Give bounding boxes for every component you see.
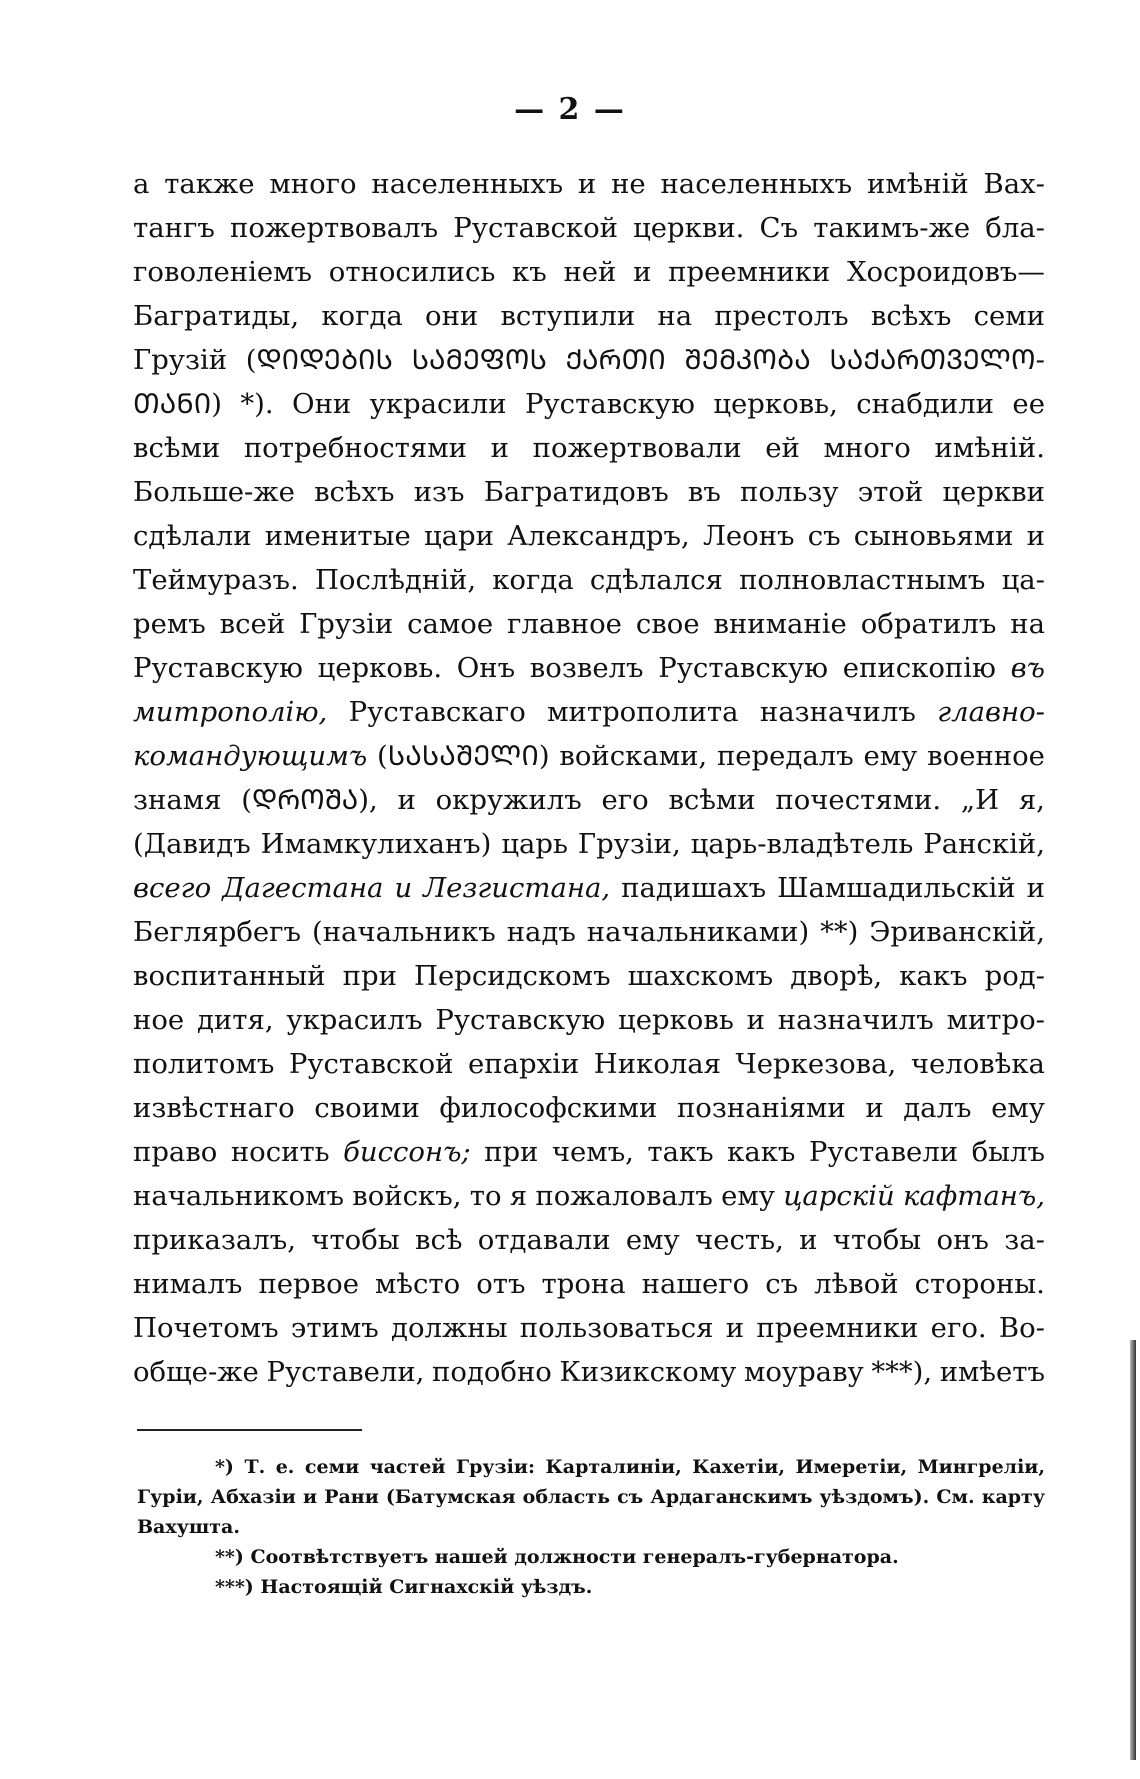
text-line [133, 778, 1045, 822]
word: пользу [740, 476, 839, 508]
word: Руставскую [658, 652, 829, 684]
word: командующимъ [133, 740, 368, 772]
word: главно- [937, 696, 1045, 728]
word: бла- [985, 212, 1045, 244]
word: они [425, 300, 479, 332]
word: падишахъ [621, 872, 767, 904]
word: обще-же [133, 1356, 259, 1388]
word: свое [635, 608, 700, 640]
word: тангъ [133, 212, 215, 244]
word: снабдили [856, 388, 994, 420]
word: шахскомъ [627, 960, 774, 992]
word: ему [721, 1180, 775, 1212]
word: почестями. [775, 784, 942, 816]
word: (ᲡᲐᲡᲐᲨᲔᲚᲘ) [377, 740, 550, 772]
word: Лезгистана, [423, 872, 611, 904]
word: и [490, 432, 509, 464]
word: полновластнымъ [739, 564, 986, 596]
word: сдѣлали [133, 520, 252, 552]
text-line [133, 822, 1045, 866]
word: вступили [500, 300, 636, 332]
word: назначилъ [759, 696, 916, 728]
word: Хосроидовъ— [846, 256, 1045, 288]
word: ᲡᲐᲛᲔᲤᲝᲡ [411, 344, 547, 376]
word: епархіи [468, 1048, 580, 1080]
word: семи [973, 300, 1045, 332]
word: ее [1012, 388, 1045, 420]
word: дитя, [197, 1004, 274, 1036]
text-line [133, 954, 1045, 998]
word: отдавали [477, 1224, 611, 1256]
word: когда [492, 564, 574, 596]
word: первое [258, 1268, 359, 1300]
text-line [133, 426, 1045, 470]
word: Почетомъ [133, 1312, 279, 1344]
word: этимъ [290, 1312, 379, 1344]
word: церковь [618, 1004, 734, 1036]
word: преемники [668, 256, 831, 288]
word: философскими [439, 1092, 658, 1124]
word: на [1010, 608, 1045, 640]
word: преемники [756, 1312, 919, 1344]
word: всѣхъ [314, 476, 395, 508]
word: ное [133, 1004, 185, 1036]
word: ему [991, 1092, 1045, 1124]
word: всего [133, 872, 212, 904]
word: Персидскомъ [414, 960, 611, 992]
word: ᲥᲐᲠᲗᲘ [565, 344, 666, 376]
word: возвелъ [529, 652, 644, 684]
word: Николая [593, 1048, 722, 1080]
word: (начальникъ [311, 916, 496, 948]
word: лѣвой [814, 1268, 899, 1300]
word: право [133, 1136, 218, 1168]
word: при [342, 960, 397, 992]
text-line [133, 998, 1045, 1042]
word: человѣка [910, 1048, 1045, 1080]
word: Грузій [133, 344, 228, 376]
footnote-3: ***) Настоящій Сигнахскій уѣздъ. [215, 1576, 593, 1598]
word: сыновьями [853, 520, 1014, 552]
word: род- [984, 960, 1045, 992]
word: и [577, 168, 597, 200]
word: всей [219, 608, 286, 640]
text-line [133, 1042, 1045, 1086]
text-line [133, 470, 1045, 514]
word: самое [407, 608, 494, 640]
word: именитые [264, 520, 411, 552]
word: а [133, 168, 150, 200]
word: его. [930, 1312, 987, 1344]
word: воспитанный [133, 960, 326, 992]
word: съ [807, 520, 841, 552]
word: въ [687, 476, 721, 508]
word: ему [625, 1224, 680, 1256]
word: Шамшадильскій [777, 872, 1016, 904]
word: сдѣлался [589, 564, 723, 596]
word: въ [1010, 652, 1045, 684]
word: какъ [899, 960, 968, 992]
footnote-2: **) Соотвѣтствуетъ нашей должности генералъ-губернатора. [215, 1546, 899, 1568]
word: всѣхъ [870, 300, 952, 332]
word: назначилъ [777, 1004, 934, 1036]
word: обратилъ [860, 608, 997, 640]
word: „И [960, 784, 1000, 816]
word: вниманіе [713, 608, 847, 640]
word: начальникомъ [133, 1180, 345, 1212]
word: трона [541, 1268, 626, 1300]
word: цари [423, 520, 494, 552]
word: приказалъ, [133, 1224, 296, 1256]
word: и [1026, 872, 1045, 904]
word: Ранскій, [923, 828, 1045, 860]
word: митрополита [547, 696, 739, 728]
word: **) [820, 916, 859, 948]
word: церковь. [317, 652, 443, 684]
text-line [133, 910, 1045, 954]
word: изъ [413, 476, 465, 508]
word: войскъ, [352, 1180, 462, 1212]
word: ***), [871, 1356, 933, 1388]
text-line [133, 558, 1045, 602]
word: при [484, 1136, 539, 1168]
word: Послѣдній, [314, 564, 477, 596]
page-edge-shadow [1130, 1340, 1136, 1760]
word: чтобы [311, 1224, 400, 1256]
word: съ [765, 1268, 799, 1300]
word: Грузіи, [577, 828, 681, 860]
word: то [469, 1180, 502, 1212]
word: дворѣ, [790, 960, 883, 992]
word: не [611, 168, 646, 200]
word: (Давидъ [133, 828, 251, 860]
word: и [394, 872, 413, 904]
text-line [133, 162, 1045, 206]
word: Леонъ [702, 520, 795, 552]
word: Черкезова, [735, 1048, 897, 1080]
word: какъ [727, 1136, 796, 1168]
word: и [1026, 520, 1045, 552]
word: ему [863, 740, 918, 772]
word: главное [507, 608, 622, 640]
word: такимъ-же [813, 212, 971, 244]
text-line [133, 294, 1045, 338]
word: Кизикскому [559, 1356, 737, 1388]
text-line [133, 646, 1045, 690]
word: Руставской [288, 1048, 454, 1080]
word: Имамкулиханъ) [260, 828, 492, 860]
word: ней [563, 256, 617, 288]
word: имѣетъ [939, 1356, 1045, 1388]
word: подобно [432, 1356, 552, 1388]
main-text [133, 162, 1045, 1394]
word: Во- [998, 1312, 1045, 1344]
word: чемъ, [551, 1136, 634, 1168]
word: его [601, 784, 649, 816]
word: за- [1004, 1224, 1045, 1256]
text-line [133, 1130, 1045, 1174]
word: ей [765, 432, 800, 464]
word: былъ [971, 1136, 1045, 1168]
word: Дагестана [222, 872, 384, 904]
page-number: — 2 — [514, 92, 626, 127]
word: (ᲓᲠᲝᲨᲐ), [241, 784, 378, 816]
word: нашего [641, 1268, 750, 1300]
word: и [799, 1224, 818, 1256]
word: и [633, 256, 652, 288]
word: Больше-же [133, 476, 295, 508]
word: отъ [476, 1268, 526, 1300]
word: къ [512, 256, 547, 288]
word: всѣ [414, 1224, 463, 1256]
text-line [133, 734, 1045, 778]
word: и [725, 1312, 745, 1344]
word: церковь, [713, 388, 838, 420]
word: пользоваться [519, 1312, 714, 1344]
word: знамя [133, 784, 222, 816]
word: военное [927, 740, 1045, 772]
text-line [133, 866, 1045, 910]
text-line [133, 206, 1045, 250]
word: епископію [842, 652, 996, 684]
text-line [133, 602, 1045, 646]
word: и [746, 1004, 765, 1036]
word: Руставскую [435, 1004, 606, 1036]
word: окружилъ [435, 784, 582, 816]
word: Теймуразъ. [133, 564, 299, 596]
word: царь [501, 828, 568, 860]
text-line [133, 250, 1045, 294]
word: передалъ [716, 740, 854, 772]
word: имѣній. [934, 432, 1045, 464]
word: Беглярбегъ [133, 916, 302, 948]
word: всѣми [668, 784, 756, 816]
word: Багратидовъ [483, 476, 669, 508]
word: такъ [647, 1136, 714, 1168]
word: царь-владѣтель [690, 828, 914, 860]
word: ᲨᲔᲛᲙᲝᲑᲐ [684, 344, 811, 376]
word: моураву [743, 1356, 864, 1388]
word: ᲗᲐᲜᲘ) [133, 388, 222, 420]
word: и [397, 784, 416, 816]
word: много [269, 168, 357, 200]
word: когда [321, 300, 403, 332]
word: много [823, 432, 911, 464]
word: я, [1018, 784, 1045, 816]
footnote-1: *) Т. е. семи частей Грузіи: Карталиніи, Кахетіи, Имеретіи, Мингреліи, Гуріи, Абхазіи и Рани (Батумская область съ Ардаганскимъ уѣздомъ). См. карту Вахушта. [137, 1456, 1045, 1538]
word: относились [328, 256, 496, 288]
word: далъ [903, 1092, 972, 1124]
word: Вах- [983, 168, 1045, 200]
word: митрополію, [133, 696, 328, 728]
word: биссонъ; [343, 1136, 471, 1168]
word: онъ [936, 1224, 989, 1256]
word: *). [240, 388, 274, 420]
text-line [133, 1086, 1045, 1130]
word: должны [391, 1312, 508, 1344]
word: Руставскую [525, 388, 695, 420]
word: пожаловалъ [535, 1180, 713, 1212]
word: населенныхъ [371, 168, 564, 200]
word: кафтанъ, [902, 1180, 1045, 1212]
word: украсилъ [286, 1004, 423, 1036]
word: носить [230, 1136, 330, 1168]
word: политомъ [133, 1048, 275, 1080]
word: Грузіи [299, 608, 394, 640]
text-line [133, 1306, 1045, 1350]
word: Съ [759, 212, 799, 244]
word: церкви [942, 476, 1045, 508]
word: (ᲓᲘᲓᲔᲑᲘᲡ [245, 344, 393, 376]
text-line [133, 1218, 1045, 1262]
text-line [133, 1262, 1045, 1306]
word: митро- [946, 1004, 1045, 1036]
word: Онъ [456, 652, 516, 684]
word: войсками, [559, 740, 708, 772]
word: ᲡᲐᲥᲐᲠᲗᲕᲔᲚᲝ- [829, 344, 1045, 376]
footnote-divider [137, 1429, 362, 1431]
word: надъ [506, 916, 576, 948]
word: пожертвовали [532, 432, 742, 464]
word: также [164, 168, 255, 200]
word: ремъ [133, 608, 206, 640]
word: потребностями [243, 432, 467, 464]
word: познаніями [676, 1092, 846, 1124]
word: населенныхъ [660, 168, 853, 200]
word: Эриванскій, [869, 916, 1045, 948]
word: ца- [1001, 564, 1045, 596]
word: всѣми [133, 432, 221, 464]
word: царскій [783, 1180, 895, 1212]
word: украсили [369, 388, 507, 420]
word: этой [857, 476, 924, 508]
word: Руставели [808, 1136, 959, 1168]
word: Руставели, [266, 1356, 425, 1388]
word: нималъ [133, 1268, 243, 1300]
text-line [133, 382, 1045, 426]
word: Руставской [453, 212, 618, 244]
word: Руставскую [133, 652, 303, 684]
word: Багратиды, [133, 300, 300, 332]
word: и [865, 1092, 884, 1124]
text-line [133, 1174, 1045, 1218]
word: престолъ [714, 300, 849, 332]
word: пожертвовалъ [229, 212, 439, 244]
word: говоленіемъ [133, 256, 313, 288]
text-line [133, 690, 1045, 734]
word: мѣсто [375, 1268, 461, 1300]
word: имѣній [866, 168, 969, 200]
word: Руставскаго [348, 696, 526, 728]
word: Они [292, 388, 352, 420]
word: чтобы [832, 1224, 922, 1256]
word: на [657, 300, 693, 332]
word: церкви. [633, 212, 745, 244]
word: своими [314, 1092, 420, 1124]
text-line [133, 1350, 1045, 1394]
word: Александръ, [507, 520, 690, 552]
word: начальниками) [586, 916, 810, 948]
word: извѣстнаго [133, 1092, 295, 1124]
footnotes [137, 1452, 1045, 1602]
text-line [133, 338, 1045, 382]
word: стороны. [914, 1268, 1045, 1300]
word: честь, [695, 1224, 784, 1256]
word: я [509, 1180, 528, 1212]
text-line [133, 514, 1045, 558]
